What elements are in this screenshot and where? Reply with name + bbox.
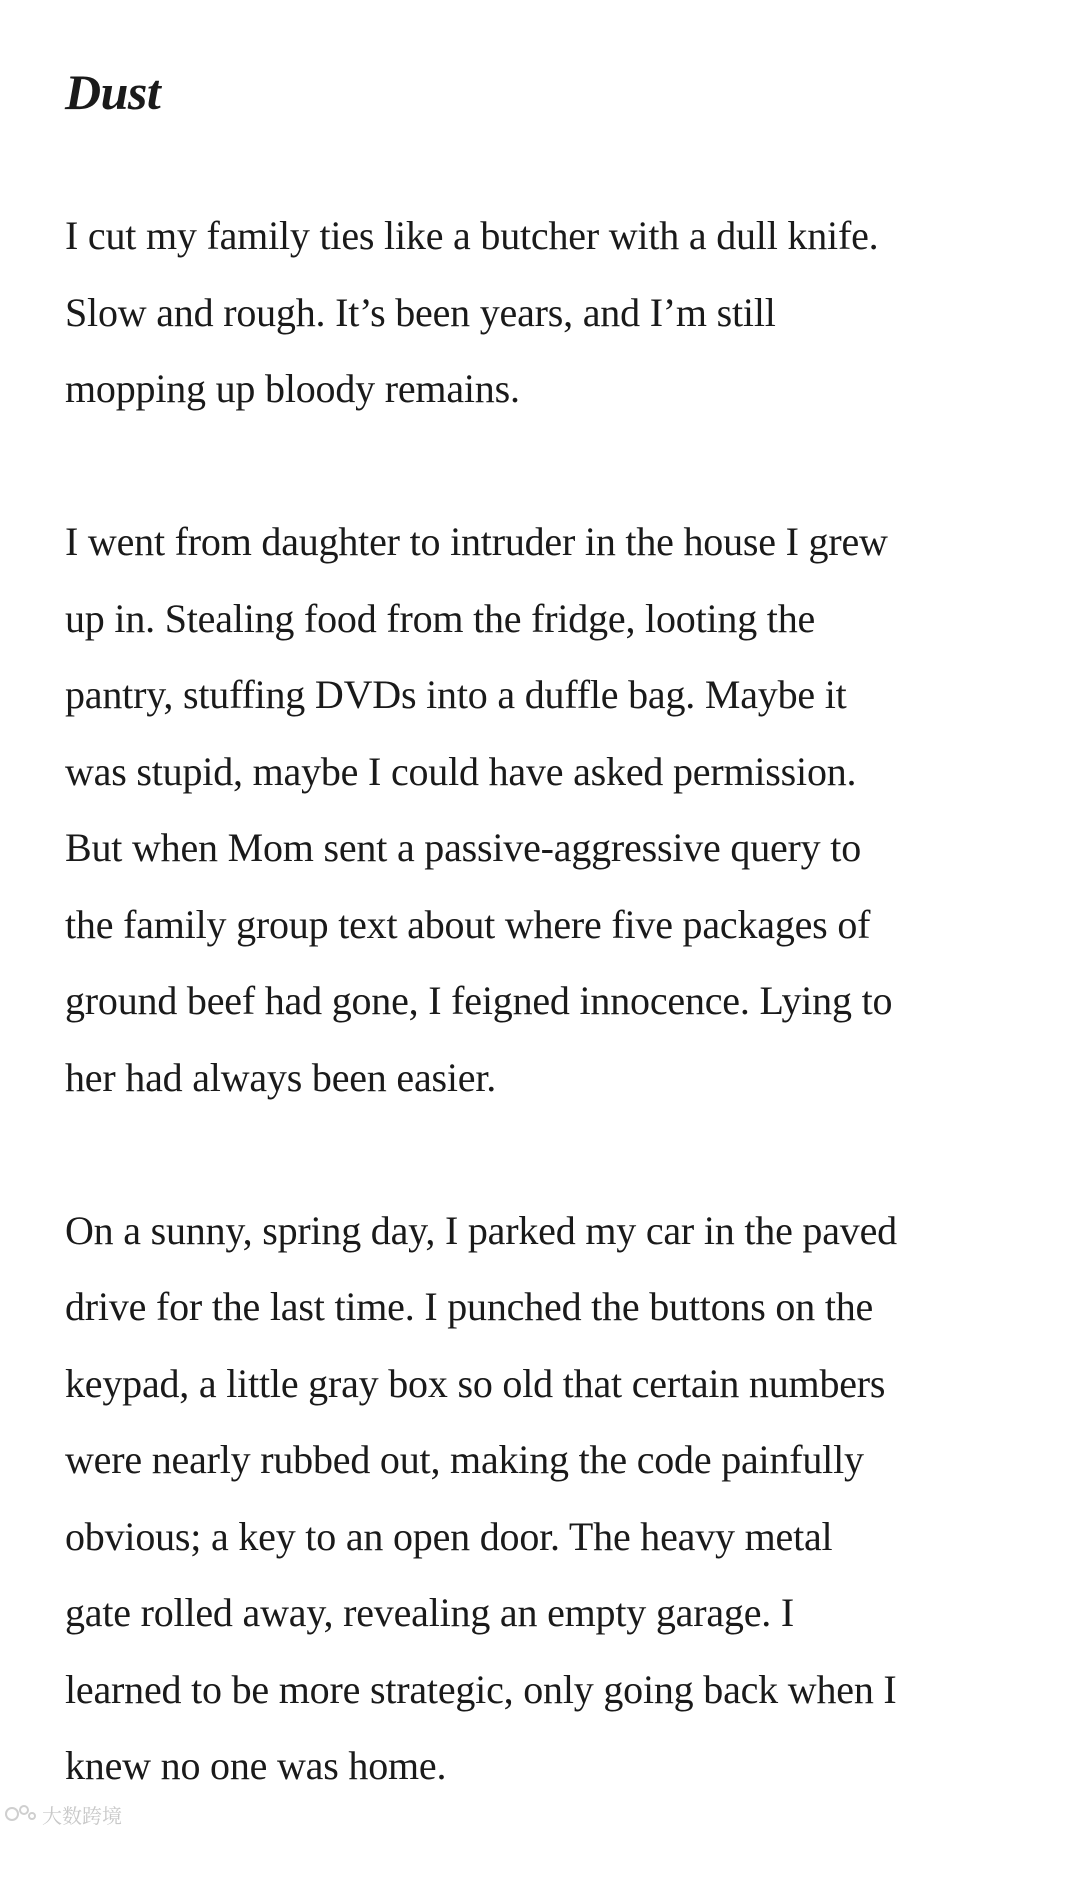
- text-line: On a sunny, spring day, I parked my car in the paved: [65, 1207, 897, 1253]
- text-line: ground beef had gone, I feigned innocence. Lying to: [65, 978, 893, 1023]
- paragraph-1: [65, 198, 1045, 428]
- text-line: mopping up bloody remains.: [65, 366, 520, 411]
- text-line: knew no one was home.: [65, 1743, 447, 1788]
- text-line: were nearly rubbed out, making the code painfully: [65, 1437, 864, 1482]
- text-line: up in. Stealing food from the fridge, looting the: [65, 595, 816, 641]
- article: [65, 62, 1045, 1881]
- paragraph-3: [65, 1193, 1045, 1805]
- logo-mark-icon: [4, 1803, 38, 1825]
- text-line: pantry, stuffing DVDs into a duffle bag. Maybe it: [65, 672, 847, 717]
- watermark: [4, 1799, 122, 1829]
- paragraph-2: [65, 504, 1045, 1116]
- text-line: obvious; a key to an open door. The heavy metal: [65, 1513, 833, 1559]
- text-line: was stupid, maybe I could have asked permission.: [65, 748, 857, 794]
- text-line: the family group text about where five packages of: [65, 901, 871, 947]
- watermark-text: 大数跨境: [42, 1803, 122, 1828]
- article-title: Dust: [65, 64, 161, 120]
- text-line: I cut my family ties like a butcher with a dull knife.: [65, 213, 879, 258]
- text-line: I went from daughter to intruder in the house I grew: [65, 519, 888, 564]
- text-line: drive for the last time. I punched the buttons on the: [65, 1284, 874, 1329]
- text-line: But when Mom sent a passive-aggressive query to: [65, 825, 861, 870]
- text-line: her had always been easier.: [65, 1054, 497, 1100]
- text-line: Slow and rough. It’s been years, and I’m still: [65, 289, 776, 335]
- text-line: gate rolled away, revealing an empty garage. I: [65, 1590, 794, 1635]
- text-line: learned to be more strategic, only going back when I: [65, 1666, 897, 1712]
- text-line: keypad, a little gray box so old that certain numbers: [65, 1360, 886, 1406]
